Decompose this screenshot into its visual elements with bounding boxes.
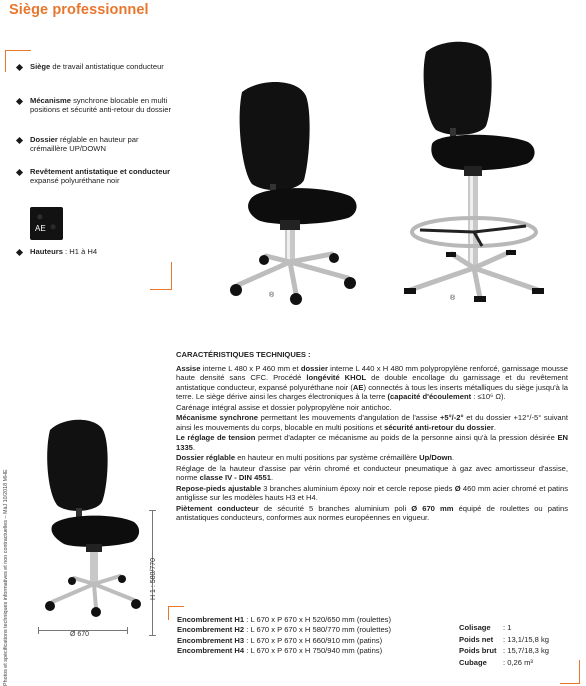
chair-image-high — [392, 40, 562, 308]
upholstery-swatch — [30, 207, 63, 240]
tech-paragraph: Le réglage de tension permet d'adapter ce mécanisme au poids de la personne ainsi qu'à la pression désirée EN 1335. — [176, 433, 568, 452]
dimension-tick — [127, 627, 128, 634]
feature-item: Dossier réglable en hauteur par crémaillère UP/DOWN — [16, 135, 176, 154]
encombrement-list — [177, 615, 391, 657]
feature-item: Mécanisme synchrone blocable en multi positions et sécurité anti-retour du dossier — [16, 96, 176, 115]
bullet-icon — [16, 249, 23, 256]
bullet-icon — [16, 137, 23, 144]
encombrement-row: Encombrement H4 : L 670 x P 670 x H 750/940 mm (patins) — [177, 646, 383, 656]
tech-paragraph: Réglage de la hauteur d'assise par vérin chromé et conducteur pneumatique à gaz avec amortisseur d'assise, norme classe IV - DIN 4551. — [176, 463, 568, 482]
tech-heading: CARACTÉRISTIQUES TECHNIQUES : — [176, 350, 311, 359]
bracket-mid-right — [150, 262, 172, 290]
registered-mark: ® — [269, 292, 275, 299]
swatch-label: AE — [35, 224, 46, 233]
packaging-row: Colisage : 1 — [459, 623, 512, 632]
packaging-row: Poids net : 13,1/15,8 kg — [459, 634, 550, 644]
chair-image-low — [200, 80, 370, 305]
dimension-tick — [149, 635, 156, 636]
tech-paragraph: Piètement conducteur de sécurité 5 branches aluminium poli Ø 670 mm équipé de roulettes ou patins antistatiques conducteurs, conformes aux normes européennes en vigueur. — [176, 503, 568, 522]
bullet-icon — [16, 98, 23, 105]
packaging-row: Cubage : 0,26 m³ — [459, 657, 533, 667]
registered-mark: ® — [450, 295, 456, 302]
height-dimension-label: H 1 : 580/770 — [150, 557, 157, 600]
page-title: Siège professionnel — [9, 2, 149, 18]
encombrement-row: Encombrement H2 : L 670 x P 670 x H 580/770 mm (roulettes) — [177, 625, 391, 635]
encombrement-row: Encombrement H1 : L 670 x P 670 x H 520/650 mm (roulettes) — [177, 615, 391, 624]
technical-characteristics — [176, 350, 568, 524]
dimension-tick — [149, 510, 156, 511]
feature-item: Revêtement antistatique et conducteur expansé polyuréthane noir — [16, 167, 170, 186]
tech-paragraph: Dossier réglable en hauteur en multi positions par système crémaillère Up/Down. — [176, 453, 455, 462]
dimension-tick — [38, 627, 39, 634]
packaging-info — [459, 622, 549, 668]
tech-paragraph: Mécanisme synchrone permettant les mouvements d'angulation de l'assise +5°/-2° et du dossier +12°/-5° suivant ainsi les mouvements du corps, blocable en multi positions et sécurité anti-retour du dossier. — [176, 413, 568, 432]
bracket-lower-right — [560, 660, 580, 684]
tech-paragraph: Carénage intégral assise et dossier polypropylène noir antichoc. — [176, 402, 392, 412]
tech-paragraph: Assise interne L 480 x P 460 mm et dossier interne L 440 x H 480 mm polypropylène renforcé, garnissage mousse haute densité sans CFC. Procédé longévité KHOL de double encollage du garnissage et du revêtement antistatique conducteur, expansé polyuréthane noir (AE) connectés à tous les inserts métalliques du siège jusqu'à la terre. Le siège dérive ainsi les charges électroniques à la terre (capacité d'écoulement : ≤10⁶ Ω). — [176, 363, 568, 401]
feature-item: Siège de travail antistatique conducteur — [16, 62, 164, 71]
tech-paragraph: Repose-pieds ajustable 3 branches aluminium époxy noir et cercle repose pieds Ø 460 mm acier chromé et patins antiglisse sur les modèles hauts H3 et H4. — [176, 483, 568, 502]
chair-image-dimension — [30, 418, 145, 618]
feature-item: Hauteurs : H1 à H4 — [16, 247, 97, 256]
bullet-icon — [16, 169, 23, 176]
bullet-icon — [16, 64, 23, 71]
diameter-dimension-label: Ø 670 — [70, 631, 90, 638]
encombrement-row: Encombrement H3 : L 670 x P 670 x H 660/910 mm (patins) — [177, 635, 383, 645]
disclaimer-note: Photos et spécifications techniques informatives et non contractuelles – MàJ 10/2018 MHE — [3, 469, 9, 686]
packaging-row: Poids brut : 15,7/18,3 kg — [459, 646, 550, 656]
